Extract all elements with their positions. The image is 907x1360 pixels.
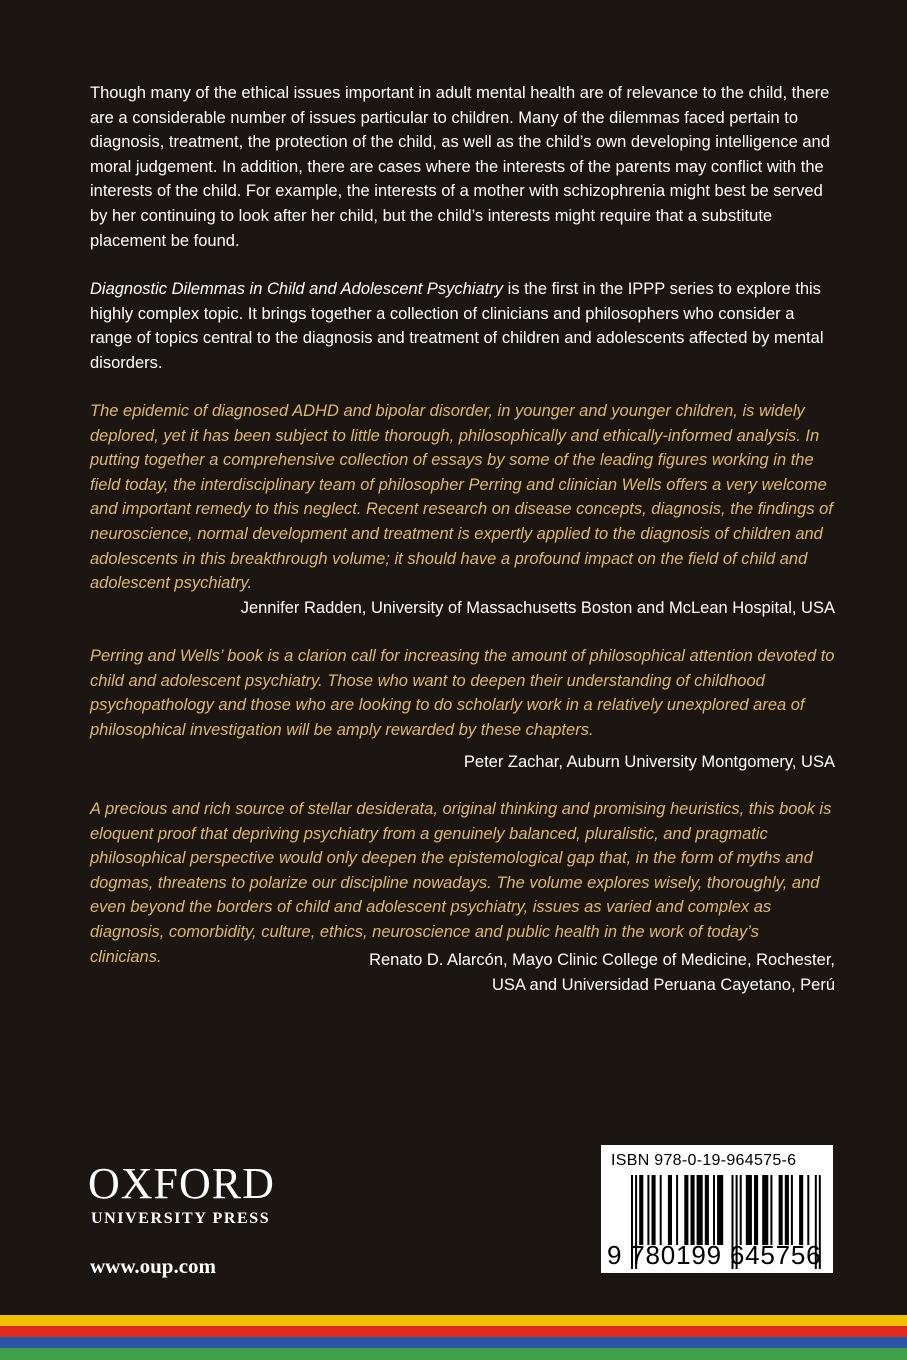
isbn-label: ISBN 978-0-19-964575-6 <box>611 1152 797 1169</box>
ean-digits: 9 780199 645756 <box>607 1240 822 1270</box>
attribution-line-1: Renato D. Alarcón, Mayo Clinic College of Medicine, Rochester, <box>369 951 835 969</box>
endorsement-quote-zachar: Perring and Wells’ book is a clarion call for increasing the amount of philosophical attention devoted to child and adolescent psychiatry. Those who want to deepen their understanding of childhood psychopathology and those who are looking to do scholarly work in a relatively unexplored area of philosophical investigation will be amply rewarded by these chapters. <box>90 647 835 739</box>
barcode-box <box>601 1145 833 1273</box>
endorsement-quote-alarcon: A precious and rich source of stellar desiderata, original thinking and promising heuristics, this book is eloquent proof that depriving psychiatry from a genuinely balanced, pluralistic, and pragmatic philosophical perspective would only deepen the epistemological gap that, in the form of myths and dogmas, threatens to polarize our discipline nowadays. The volume explores wisely, thoroughly, and even beyond the borders of child and adolescent psychiatry, issues as varied and complex as diagnosis, comorbidity, culture, ethics, neuroscience and public health in the work of today’s clinicians. <box>90 800 832 966</box>
stripe-red <box>0 1326 907 1337</box>
publisher-website: www.oup.com <box>90 1254 217 1278</box>
stripe-green <box>0 1348 907 1360</box>
description-text: is the first in the IPPP series to explore this highly complex topic. It brings together a collection of clinicians and philosophers who consider a range of topics central to the diagnosis and treatment of children and adolescents affected by mental disorders. <box>90 280 824 372</box>
endorsement-attribution-alarcon <box>90 948 835 997</box>
endorsement-attribution-radden: Jennifer Radden, University of Massachusetts Boston and McLean Hospital, USA <box>240 599 835 617</box>
stripe-yellow <box>0 1315 907 1326</box>
color-stripes <box>0 1313 907 1360</box>
stripe-blue <box>0 1337 907 1348</box>
publisher-logo-press: UNIVERSITY PRESS <box>91 1210 271 1227</box>
book-title: Diagnostic Dilemmas in Child and Adolescent Psychiatry <box>90 280 503 298</box>
endorsement-attribution-zachar: Peter Zachar, Auburn University Montgomery, USA <box>463 753 835 771</box>
intro-paragraph: Though many of the ethical issues important in adult mental health are of relevance to the child, there are a considerable number of issues particular to children. Many of the dilemmas faced pertain to diagnosis, treatment, the protection of the child, as well as the child’s own developing intelligence and moral judgement. In addition, there are cases where the interests of the parents may conflict with the interests of the child. For example, the interests of a mother with schizophrenia might best be served by her continuing to look after her child, but the child’s interests might require that a substitute placement be found. <box>90 84 830 250</box>
description-paragraph <box>90 277 835 375</box>
publisher-logo-name: OXFORD <box>88 1159 275 1208</box>
attribution-line-2: USA and Universidad Peruana Cayetano, Perú <box>491 975 835 994</box>
endorsement-quote-radden: The epidemic of diagnosed ADHD and bipolar disorder, in younger and younger children, is widely deplored, yet it has been subject to little thorough, philosophically and ethically-informed analysis. In putting together a comprehensive collection of essays by some of the leading figures working in the field today, the interdisciplinary team of philosopher Perring and clinician Wells offers a very welcome and important remedy to this neglect. Recent research on disease concepts, diagnosis, the findings of neuroscience, normal development and treatment is expertly applied to the diagnosis of children and adolescents in this breakthrough volume; it should have a profound impact on the field of child and adolescent psychiatry. <box>90 402 833 593</box>
